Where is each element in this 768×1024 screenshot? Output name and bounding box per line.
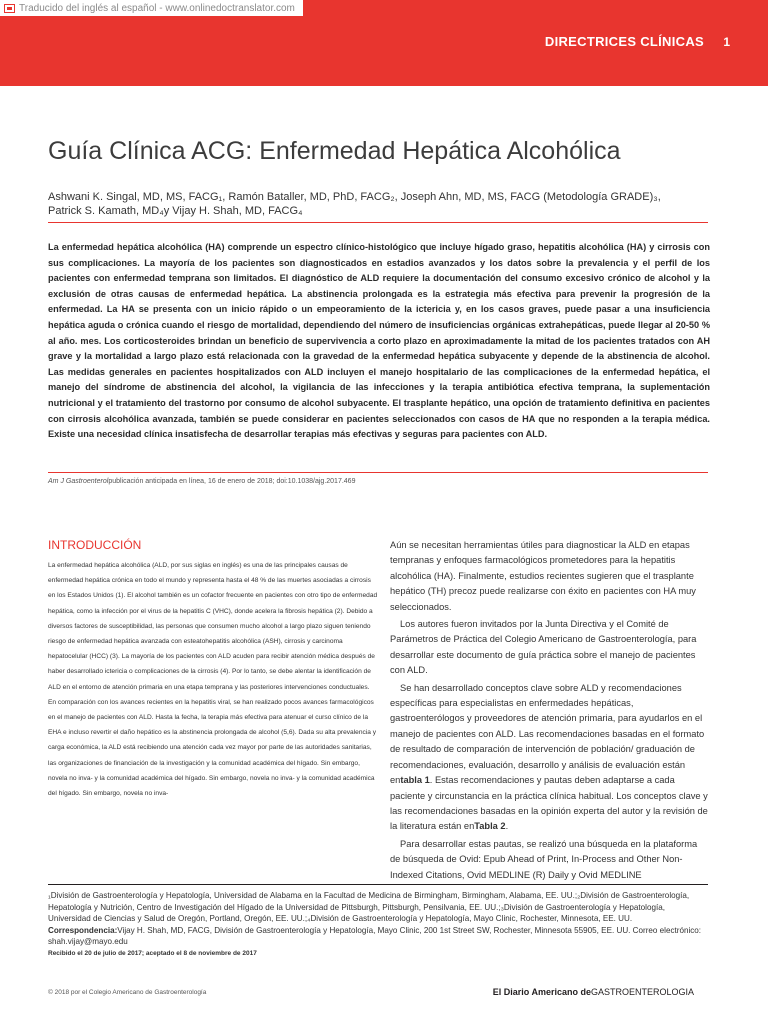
author-list: [48, 190, 688, 218]
translate-icon: [4, 4, 15, 13]
correspondence-text: Vijay H. Shah, MD, FACG, División de Gastroenterología y Hepatología, Mayo Clinic, 200 1st Street SW, Rochester, Minnesota 55905, EE. UU. Correo electrónico: shah.vijay@mayo.edu: [48, 925, 702, 947]
page-number: 1: [723, 35, 730, 49]
abstract: La enfermedad hepática alcohólica (HA) comprende un espectro clínico-histológico que incluye hígado graso, hepatitis alcohólica (HA) y cirrosis con sus complicaciones. La mayoría de los pacientes son diagnosticados en estadios avanzados y los datos sobre la prevalencia y el perfil de los pacientes con enfermedad temprana son limitados. El diagnóstico de ALD requiere la documentación del consumo excesivo crónico de alcohol y la exclusión de otras causas de enfermedad hepática. La abstinencia prolongada es la estrategia más efectiva para prevenir la progresión de la enfermedad. La HA se presenta con un inicio rápido o un empeoramiento de la ictericia y, en los casos graves, puede pasar a una insuficiencia hepática aguda o crónica cuando el riesgo de mortalidad, dependiendo del número de insuficiencias orgánicas extrahepáticas, puede llegar al 20-50 % al año. mes. Los corticosteroides brindan un beneficio de supervivencia a corto plazo en aproximadamente la mitad de los pacientes tratados con AH grave y la mortalidad a largo plazo está relacionada con la gravedad de la enfermedad hepática subyacente y depende de la abstinencia de alcohol. Las medidas generales en pacientes hospitalizados con ALD incluyen el manejo hospitalario de las complicaciones de la enfermedad hepática, el manejo del síndrome de abstinencia del alcohol, la vigilancia de las infecciones y la terapia antibiótica efectiva temprana, la suplementación nutricional y el tratamiento del trastorno por consumo de alcohol subyacente. El trasplante hepático, una opción de tratamiento definitiva en pacientes con cirrosis alcohólica avanzada, también se puede considerar en pacientes seleccionados con casos de HA que no responden a la terapia médica. Existe una necesidad clínica insatisfecha de desarrollar terapias más efectivas y seguras para pacientes con ALD.: [48, 242, 710, 440]
affiliations: [48, 890, 708, 948]
citation: [48, 478, 355, 485]
citation-details: publicación anticipada en línea, 16 de enero de 2018; doi:10.1038/ajg.2017.469: [108, 478, 356, 485]
divider-abstract: [48, 472, 708, 473]
correspondence-label: Correspondencia:: [48, 925, 118, 935]
translation-badge[interactable]: [0, 0, 303, 16]
table-2-link[interactable]: Tabla 2: [474, 821, 506, 832]
divider-footnotes: [48, 884, 708, 885]
page-title: Guía Clínica ACG: Enfermedad Hepática Alcohólica: [48, 137, 621, 165]
paragraph-1: Aún se necesitan herramientas útiles para diagnosticar la ALD en etapas tempranas y enfoques farmacológicos prometedores para la hepatitis alcohólica (HA). Finalmente, estudios recientes sugieren que el trasplante hepático (TH) precoz puede realizarse con éxito en pacientes con HA muy seleccionados.: [390, 540, 696, 612]
author-line-1: Ashwani K. Singal, MD, MS, FACG₁, Ramón Bataller, MD, PhD, FACG₂, Joseph Ahn, MD, MS, FACG (Metodología GRADE)₃,: [48, 191, 661, 203]
divider-top: [48, 222, 708, 223]
translation-badge-text: Traducido del inglés al español - www.onlinedoctranslator.com: [19, 2, 295, 14]
citation-journal: Am J Gastroenterol: [48, 478, 109, 485]
received-dates: Recibido el 20 de julio de 2017; aceptado el 8 de noviembre de 2017: [48, 950, 257, 957]
paragraph-4: Para desarrollar estas pautas, se realizó una búsqueda en la plataforma de búsqueda de Ovid: Epub Ahead of Print, In-Process and Other Non-Indexed Citations, Ovid MEDLINE (R) Daily y Ovid MEDLINE: [390, 838, 698, 880]
table-1-link[interactable]: tabla 1: [400, 775, 430, 786]
copyright: © 2018 por el Colegio Americano de Gastroenterología: [48, 989, 207, 996]
paragraph-3-a: Se han desarrollado conceptos clave sobre ALD y recomendaciones específicas para especialistas en enfermedades hepáticas, gastroenterólogos y proveedores de atención primaria, para ayudarlos en el manejo de pacientes con ALD. Las recomendaciones basadas en el formato de resultado de comparación de intervención de población/ graduación de recomendaciones, evaluación, desarrollo y análisis de evaluación están en: [390, 682, 705, 786]
paragraph-2: Los autores fueron invitados por la Junta Directiva y el Comité de Parámetros de Práctica del Colegio Americano de Gastroenterología, para desarrollar este documento de guía práctica sobre el manejo de pacientes con ALD.: [390, 619, 697, 676]
section-title-introduction: INTRODUCCIÓN: [48, 538, 142, 552]
paragraph-3: [390, 681, 710, 835]
section-heading: DIRECTRICES CLÍNICAS: [544, 34, 704, 49]
journal-name: [493, 987, 694, 997]
right-column: [390, 538, 710, 883]
header-bar: [0, 0, 768, 86]
paragraph-3-c: .: [505, 821, 509, 832]
paragraph-3-b: . Estas recomendaciones y pautas deben adaptarse a cada paciente y circunstancia en la práctica clínica habitual. Los conceptos clave y las recomendaciones basadas en la opinión experta del autor y la revisión de la literatura están en: [390, 775, 708, 832]
affiliations-text: ₁División de Gastroenterología y Hepatología, Universidad de Alabama en la Facultad de Medicina de Birmingham, Birmingham, Alabama, EE. UU.;₂División de Gastroenterología, Hepatología y Nutrición, Centro de Investigación del Hígado de la Universidad de Pittsburgh, Pittsburgh, Pensilvania, EE. UU.;₃División de Gastroenterología y Hepatología, Universidad de Ciencias y Salud de Oregón, Portland, Oregón, EE. UU.;₄División de Gastroenterología y Hepatología, Mayo Clinic, Rochester, Minnesota, EE. UU.: [48, 891, 690, 924]
journal-prefix: El Diario Americano de: [492, 987, 591, 997]
journal-title: GASTROENTEROLOGIA: [590, 987, 694, 997]
intro-paragraph: La enfermedad hepática alcohólica (ALD, por sus siglas en inglés) es una de las principales causas de enfermedad hepática crónica en todo el mundo y representa hasta el 48 % de las muertes asociadas a cirrosis en los Estados Unidos (1). El alcohol también es un cofactor frecuente en pacientes con otro tipo de enfermedad hepática, como la infección por el virus de la hepatitis C (VHC), donde acelera la fibrosis hepática (2). Debido a diversos factores de susceptibilidad, las personas que consumen mucho alcohol a largo plazo siguen teniendo riesgo de enfermedad hepática avanzada con esteatohepatitis alcohólica (ASH), cirrosis y carcinoma hepatocelular (HCC) (3). La mayoría de los pacientes con ALD acuden para recibir atención médica después de haber desarrollado ictericia o complicaciones de la cirrosis (4). Por lo tanto, se debe alentar la identificación de ALD en el entorno de atención primaria en una etapa temprana y las posteriores intervenciones conductuales. En comparación con los avances recientes en la hepatitis viral, se han realizado pocos avances farmacológicos en el manejo de pacientes con ALD. Hasta la fecha, la terapia más efectiva para atenuar el curso clínico de la EHA e incluso revertir el daño hepático es la abstinencia prolongada de alcohol (5,6). Dada su alta prevalencia y carga económica, la ALD está recibiendo una atención cada vez mayor por parte de las autoridades sanitarias, las organizaciones de financiación de la investigación y la comunidad académica del hígado. Sin embargo, novela no inva- y la comunidad académica del hígado. Sin embargo, novela no inva- y la comunidad académica del hígado. Sin embargo, novela no inva-: [48, 562, 378, 798]
author-line-2: Patrick S. Kamath, MD₄y Vijay H. Shah, MD, FACG₄: [48, 205, 303, 217]
left-column: [48, 538, 378, 801]
